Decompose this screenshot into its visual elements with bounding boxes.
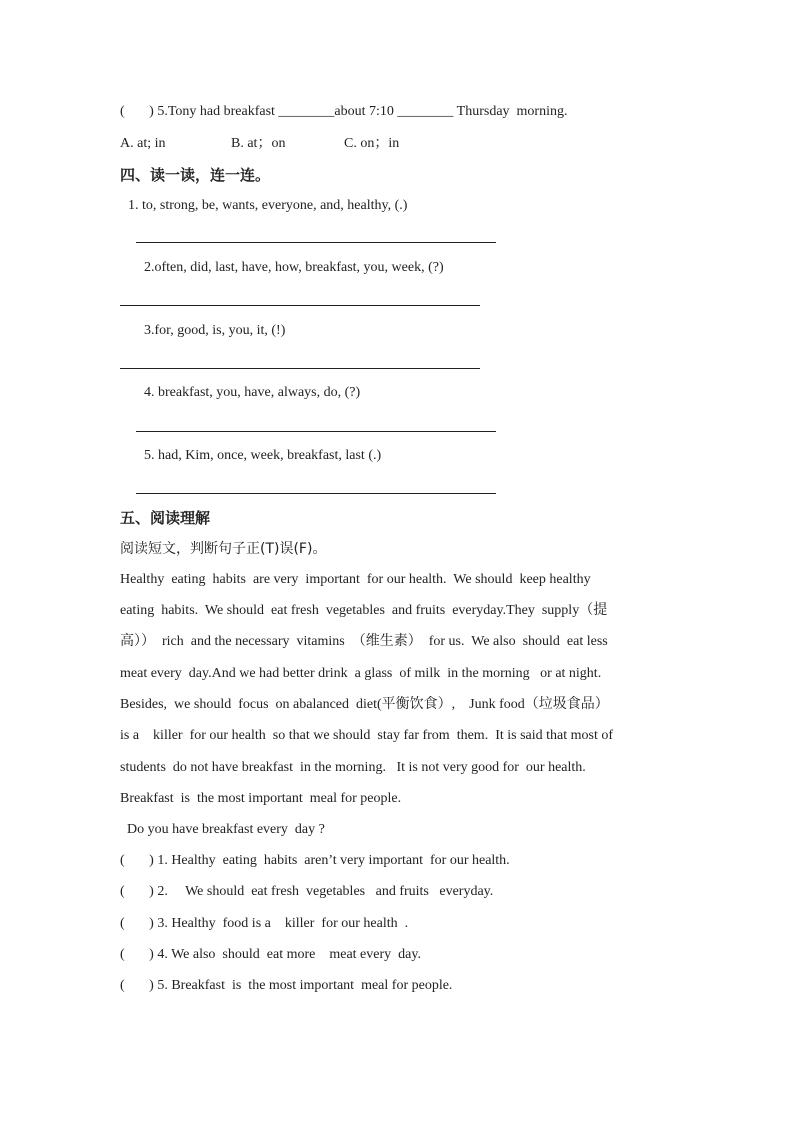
answer-line-5[interactable] — [136, 493, 496, 494]
reorder-item-3: 3.for, good, is, you, it, (!) — [144, 323, 286, 338]
section-4-heading: 四、读一读，连一连。 — [120, 166, 271, 184]
passage-line: eating habits. We should eat fresh vegetables and fruits everyday.They supply（提 — [120, 603, 608, 618]
passage-line: Breakfast is the most important meal for people. — [120, 791, 402, 806]
passage-line: meat every day.And we had better drink a glass of milk in the morning or at night. — [120, 666, 602, 681]
passage-line: is a killer for our health so that we should stay far from them. It is said that most of — [120, 728, 614, 743]
option-b: B. at；on — [231, 136, 286, 151]
section-5-heading: 五、阅读理解 — [120, 509, 211, 527]
tf-question-3: ( ) 3. Healthy food is a killer for our health . — [120, 916, 409, 931]
reorder-item-4: 4. breakfast, you, have, always, do, (?) — [144, 385, 361, 400]
answer-line-4[interactable] — [136, 431, 496, 432]
section-5-instruction: 阅读短文，判断句子正(T)误(F)。 — [120, 541, 327, 557]
tf-question-4: ( ) 4. We also should eat more meat every day. — [120, 947, 421, 962]
question-5-text: ( ) 5.Tony had breakfast ________about 7:10 ________ Thursday morning. — [120, 104, 568, 119]
passage-line: 高）） rich and the necessary vitamins （维生素） for us. We also should eat less — [120, 634, 608, 649]
tf-question-2: ( ) 2. We should eat fresh vegetables and fruits everyday. — [120, 884, 494, 899]
tf-question-5: ( ) 5. Breakfast is the most important meal for people. — [120, 978, 453, 993]
passage-line: Besides, we should focus on abalanced diet(平衡饮食）, Junk food（垃圾食品） — [120, 697, 609, 712]
answer-line-3[interactable] — [120, 368, 480, 369]
passage-line: students do not have breakfast in the morning. It is not very good for our health. — [120, 760, 586, 775]
reorder-item-1: 1. to, strong, be, wants, everyone, and, healthy, (.) — [128, 198, 408, 213]
answer-line-2[interactable] — [120, 305, 480, 306]
passage-line: Healthy eating habits are very important for our health. We should keep healthy — [120, 572, 591, 587]
option-a: A. at; in — [120, 136, 166, 151]
passage-line: Do you have breakfast every day ? — [120, 822, 325, 837]
option-c: C. on；in — [344, 136, 400, 151]
reorder-item-5: 5. had, Kim, once, week, breakfast, last (.) — [144, 448, 382, 463]
answer-line-1[interactable] — [136, 242, 496, 243]
reorder-item-2: 2.often, did, last, have, how, breakfast, you, week, (?) — [144, 260, 444, 275]
tf-question-1: ( ) 1. Healthy eating habits aren’t very important for our health. — [120, 853, 510, 868]
